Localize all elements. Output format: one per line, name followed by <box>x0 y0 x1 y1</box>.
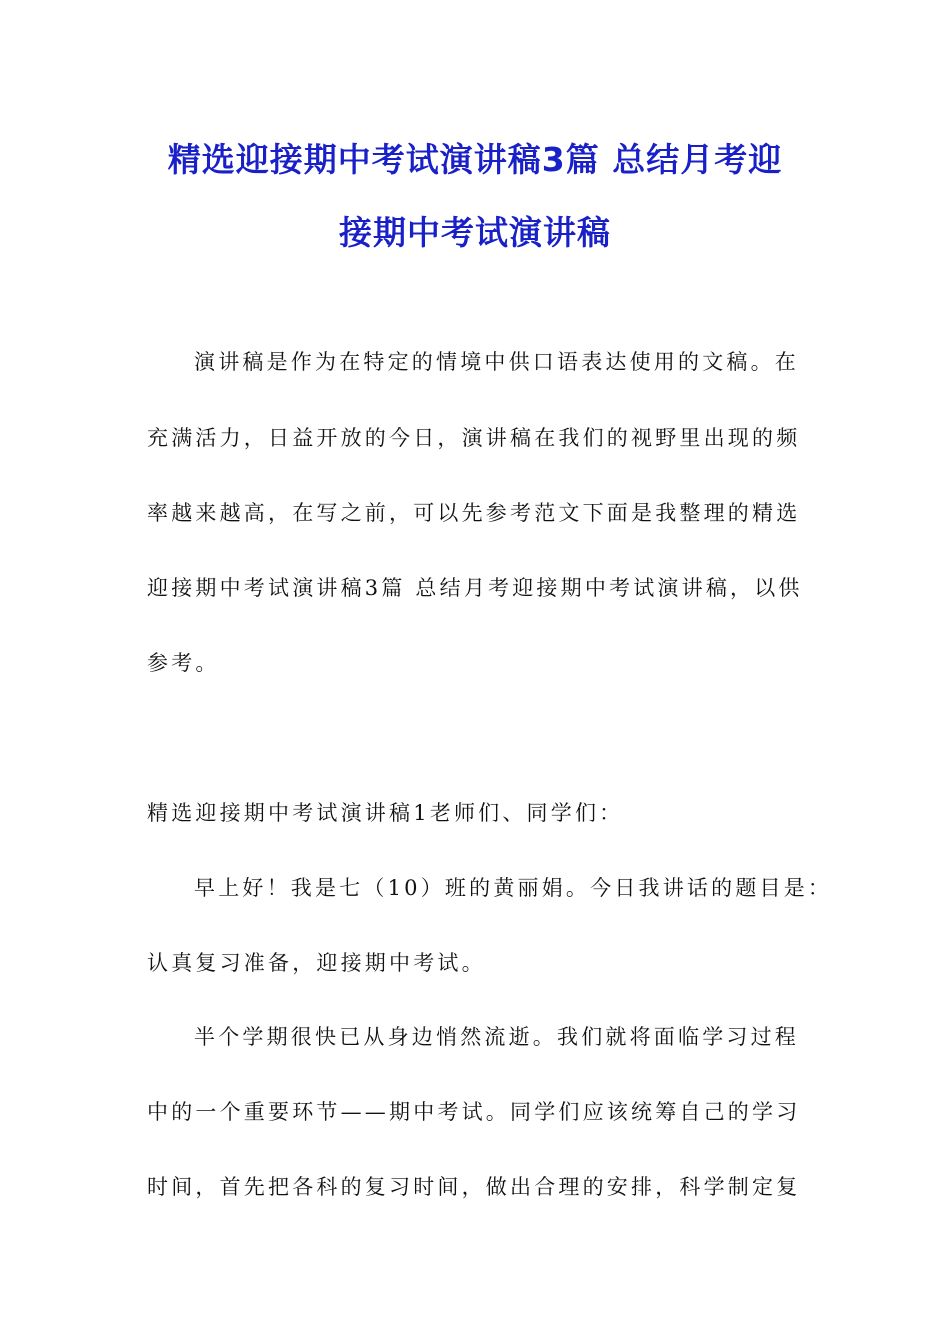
intro-line: 迎接期中考试演讲稿3篇 总结月考迎接期中考试演讲稿，以供 <box>147 576 803 600</box>
paragraph-line: 半个学期很快已从身边悄然流逝。我们就将面临学习过程 <box>194 1025 799 1049</box>
paragraph-line: 时间，首先把各科的复习时间，做出合理的安排，科学制定复 <box>147 1175 801 1199</box>
intro-line: 参考。 <box>147 651 220 675</box>
section-heading: 精选迎接期中考试演讲稿1老师们、同学们： <box>147 801 624 825</box>
document-title-line-1: 精选迎接期中考试演讲稿3篇 总结月考迎 <box>167 140 783 179</box>
intro-line: 率越来越高，在写之前，可以先参考范文下面是我整理的精选 <box>147 501 801 525</box>
paragraph-line: 早上好！我是七（10）班的黄丽娟。今日我讲话的题目是： <box>194 876 833 900</box>
intro-line: 演讲稿是作为在特定的情境中供口语表达使用的文稿。在 <box>194 350 799 374</box>
intro-line: 充满活力，日益开放的今日，演讲稿在我们的视野里出现的频 <box>147 426 801 450</box>
paragraph-line: 中的一个重要环节——期中考试。同学们应该统筹自己的学习 <box>147 1100 801 1124</box>
document-title-line-2: 接期中考试演讲稿 <box>339 213 611 252</box>
paragraph-line: 认真复习准备，迎接期中考试。 <box>147 951 486 975</box>
